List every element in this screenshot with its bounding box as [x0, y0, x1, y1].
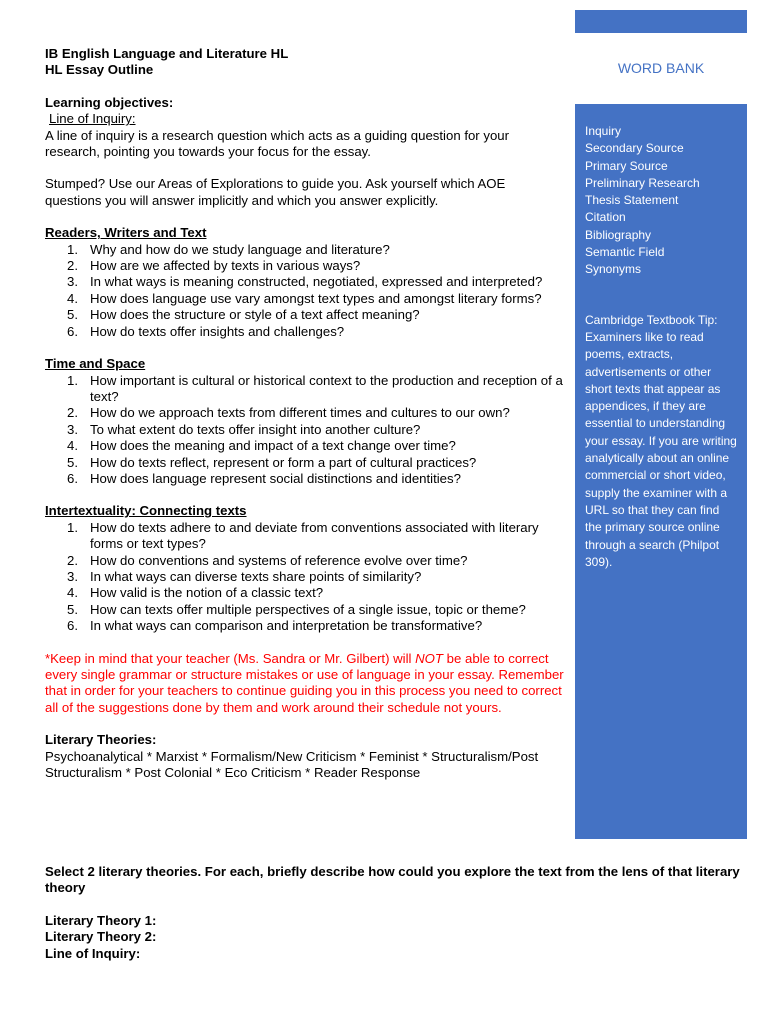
list-item: 1. How do texts adhere to and deviate from conventions associated with literary forms or text types?	[67, 519, 539, 552]
list-item: 5. How can texts offer multiple perspectives of a single issue, topic or theme?	[67, 601, 526, 617]
theory-1-field: Literary Theory 1:	[45, 912, 157, 928]
section-title: Time and Space	[45, 356, 146, 372]
list-item: 1. Why and how do we study language and literature?	[67, 241, 390, 257]
word-bank-term: Preliminary Research	[585, 175, 700, 190]
list-item: 3. To what extent do texts offer insight into another culture?	[67, 421, 421, 437]
list-item: 5. How do texts reflect, represent or form a part of cultural practices?	[67, 454, 477, 470]
word-bank-term: Synonyms	[585, 262, 642, 277]
course-title: IB English Language and Literature HL	[45, 46, 289, 61]
list-item: 6. How do texts offer insights and challenges?	[67, 323, 345, 339]
list-item: 1. How important is cultural or historical context to the production and reception of a text?	[67, 372, 563, 404]
list-item: 3. In what ways can diverse texts share points of similarity?	[67, 568, 422, 584]
section-title: Readers, Writers and Text	[45, 225, 207, 241]
header-accent-bar	[575, 10, 747, 33]
teacher-note: *Keep in mind that your teacher (Ms. Sandra or Mr. Gilbert) will NOT be able to correct every single grammar or structure mistakes or use of language in your essay. Remember that in order for your teachers to continue guiding you in this process you need to correct all of the suggestions done by them and work around their schedule not yours.	[45, 650, 564, 715]
word-bank-term: Semantic Field	[585, 245, 665, 260]
word-bank-term: Inquiry	[585, 124, 622, 138]
list-item: 5. How does the structure or style of a text affect meaning?	[67, 307, 420, 323]
list-item: 6. In what ways can comparison and interpretation be transformative?	[67, 618, 483, 634]
document-title: HL Essay Outline	[45, 62, 154, 78]
word-bank-term: Citation	[585, 210, 626, 225]
word-bank-term: Primary Source	[585, 158, 668, 173]
word-bank-term: Thesis Statement	[585, 193, 679, 208]
list-item: 3. In what ways is meaning constructed, negotiated, expressed and interpreted?	[67, 274, 543, 290]
list-item: 2. How do we approach texts from different times and cultures to our own?	[67, 405, 510, 421]
list-item: 2. How are we affected by texts in various ways?	[67, 258, 361, 274]
list-item: 4. How valid is the notion of a classic text?	[67, 585, 324, 601]
list-item: 6. How does language represent social distinctions and identities?	[67, 470, 461, 486]
word-bank-panel	[575, 104, 747, 839]
word-bank-term: Bibliography	[585, 227, 652, 242]
section-title: Intertextuality: Connecting texts	[45, 503, 247, 519]
inquiry-subheading: Line of Inquiry:	[49, 111, 136, 127]
objectives-heading: Learning objectives:	[45, 94, 174, 110]
word-bank-term: Secondary Source	[585, 141, 684, 156]
inquiry-definition: A line of inquiry is a research question which acts as a guiding question for your research, pointing you towards your focus for the essay.	[45, 127, 510, 160]
question-list	[45, 520, 565, 635]
theory-2-field: Literary Theory 2:	[45, 929, 157, 945]
question-list	[45, 373, 565, 488]
theories-heading: Literary Theories:	[45, 732, 157, 748]
word-bank-title: WORD BANK	[617, 60, 705, 76]
list-item: 4. How does language use vary amongst text types and amongst literary forms?	[67, 290, 542, 306]
list-item: 2. How do conventions and systems of reference evolve over time?	[67, 552, 468, 568]
instructions-text: Select 2 literary theories. For each, briefly describe how could you explore the text from the lens of that literary theory	[45, 864, 740, 896]
outline-main	[45, 46, 565, 781]
list-item: 4. How does the meaning and impact of a text change over time?	[67, 438, 456, 454]
theories-list: Psychoanalytical * Marxist * Formalism/New Criticism * Feminist * Structuralism/Post Structuralism * Post Colonial * Eco Criticism * Reader Response	[45, 748, 539, 781]
instructions-block	[45, 864, 745, 962]
note-emphasis: NOT	[415, 650, 443, 666]
textbook-tip: Cambridge Textbook Tip: Examiners like to read poems, extracts, advertisements or other short texts that appear as appendices, if they are essential to understanding your essay. If you are writing analytically about an online commercial or short video, supply the examiner with a URL so that they can find the primary source online through a search (Philpot 309).	[585, 312, 737, 569]
stumped-text: Stumped? Use our Areas of Explorations to guide you. Ask yourself which AOE questions you will answer implicitly and which you answer explicitly.	[45, 176, 506, 208]
question-list	[45, 242, 565, 340]
line-of-inquiry-field: Line of Inquiry:	[45, 945, 141, 961]
